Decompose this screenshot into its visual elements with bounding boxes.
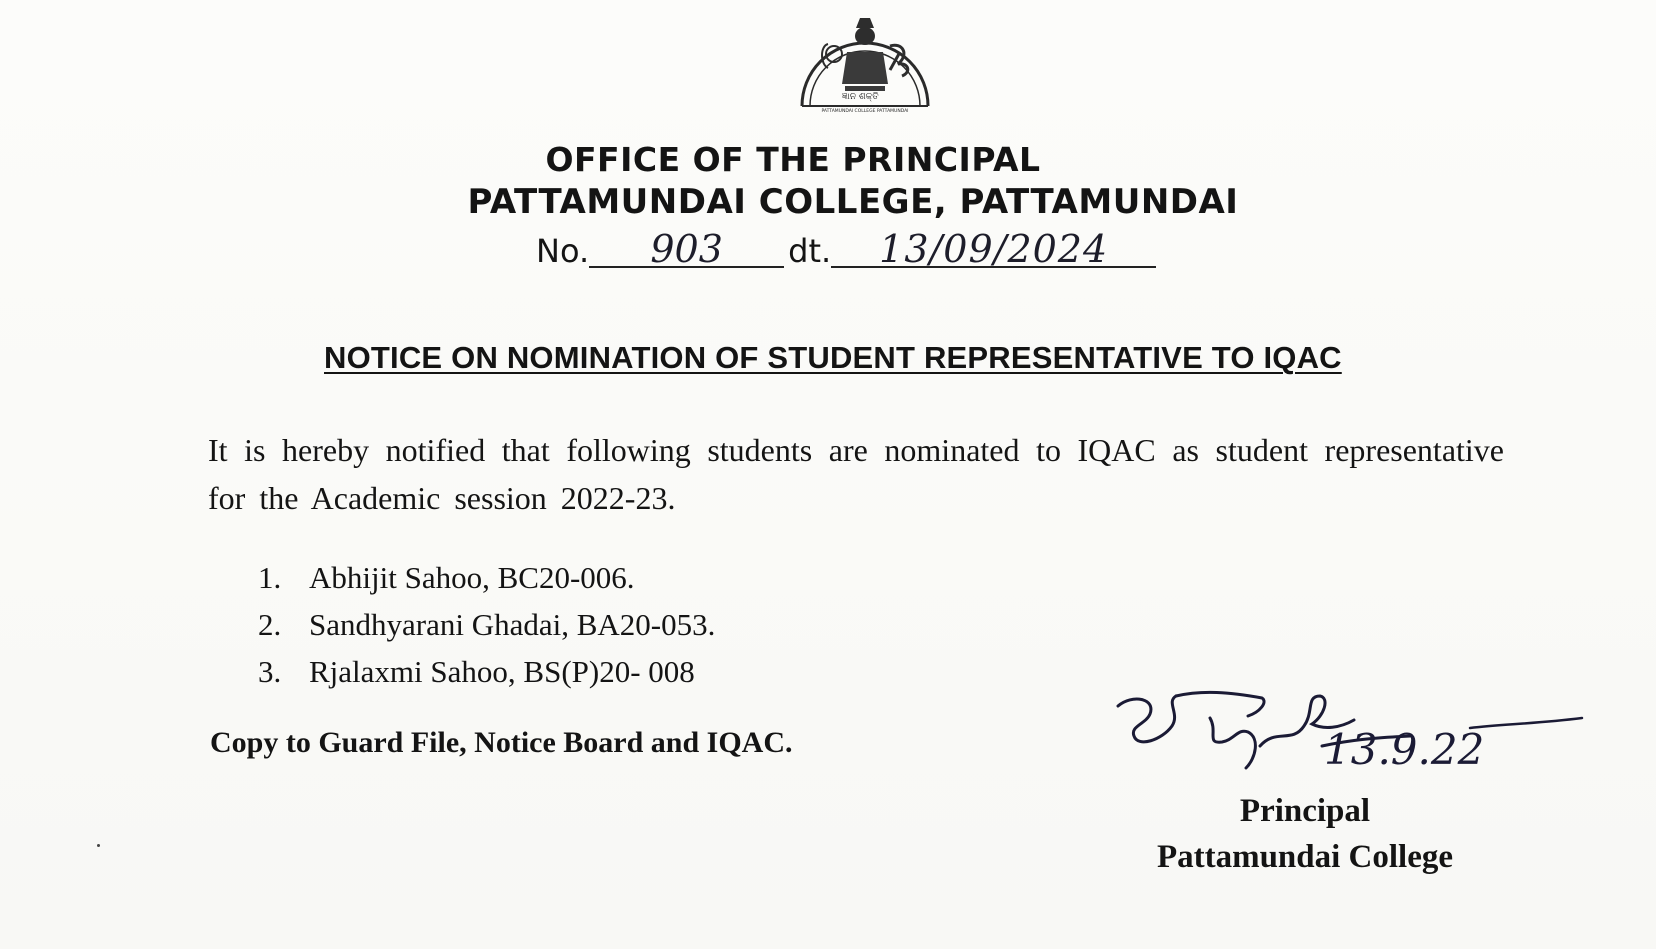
list-item-number: 2. bbox=[258, 607, 282, 642]
scan-speck bbox=[97, 844, 100, 847]
reference-line bbox=[536, 227, 1156, 271]
list-item bbox=[258, 601, 715, 648]
seal-text-bottom: PATTAMUNDAI COLLEGE PATTAMUNDAI bbox=[821, 109, 909, 114]
ref-no-label: No. bbox=[536, 232, 590, 270]
signature-date: 13.9.22 bbox=[1324, 725, 1485, 774]
ref-dt-label: dt. bbox=[788, 232, 832, 270]
ref-dt-value: 13/09/2024 bbox=[831, 232, 1156, 268]
list-item bbox=[258, 554, 715, 601]
ref-no-value: 903 bbox=[589, 232, 784, 268]
notice-body: It is hereby notified that following students are nominated to IQAC as student representative for the Academic session 2022-23. bbox=[208, 432, 1504, 516]
signatory-block bbox=[1120, 788, 1490, 880]
list-item bbox=[258, 648, 715, 695]
signatory-institution: Pattamundai College bbox=[1156, 839, 1454, 875]
office-heading: OFFICE OF THE PRINCIPAL bbox=[545, 140, 1041, 179]
list-item-text: Abhijit Sahoo, BC20-006. bbox=[309, 560, 635, 595]
list-item-number: 1. bbox=[258, 560, 282, 595]
college-seal-icon bbox=[790, 6, 940, 118]
seal-text-top: ଜ୍ଞାନ ଶକ୍ତି bbox=[842, 92, 879, 102]
list-item-text: Rjalaxmi Sahoo, BS(P)20- 008 bbox=[309, 654, 695, 689]
list-item-text: Sandhyarani Ghadai, BA20-053. bbox=[309, 607, 716, 642]
list-item-number: 3. bbox=[258, 654, 282, 689]
notice-title: NOTICE ON NOMINATION OF STUDENT REPRESENTATIVE TO IQAC bbox=[324, 340, 1342, 375]
student-list bbox=[258, 554, 715, 695]
copy-to-line: Copy to Guard File, Notice Board and IQAC. bbox=[210, 726, 793, 759]
college-heading: PATTAMUNDAI COLLEGE, PATTAMUNDAI bbox=[467, 182, 1239, 222]
signatory-title: Principal bbox=[1239, 793, 1371, 829]
